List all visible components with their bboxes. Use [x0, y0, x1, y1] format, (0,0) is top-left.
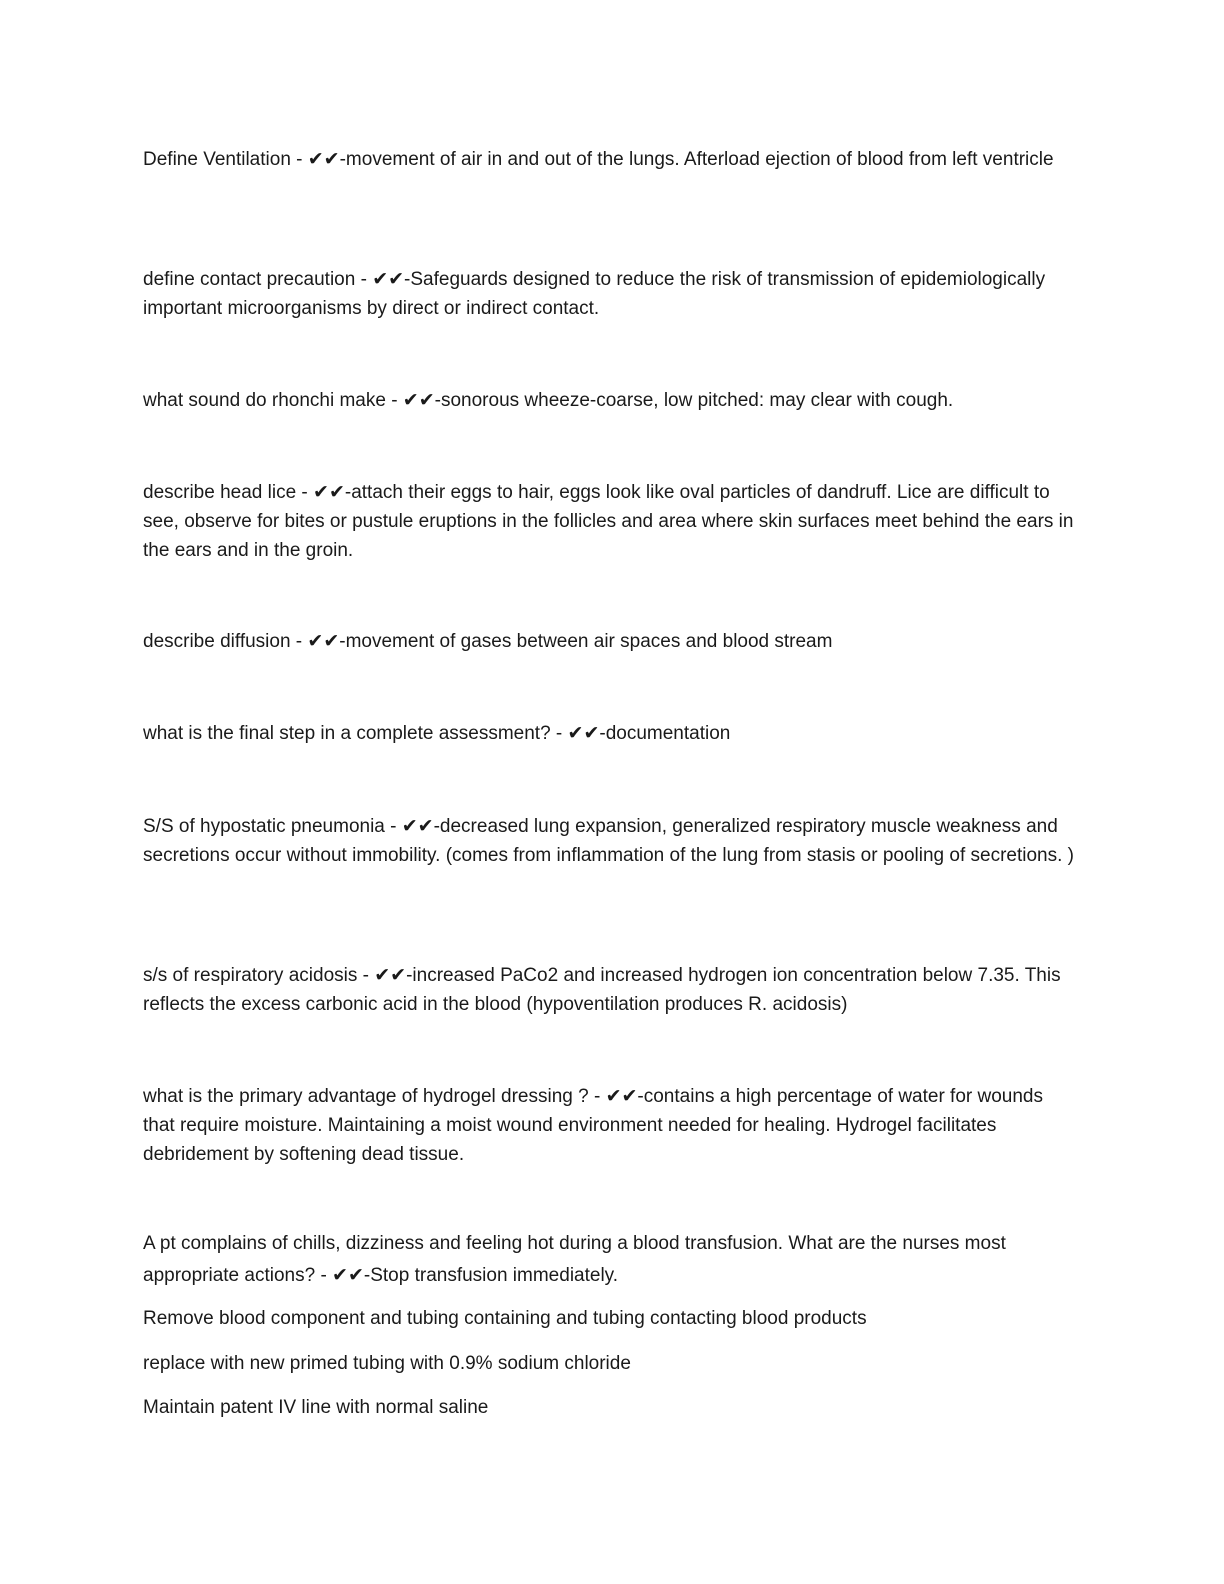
- qa-entry-hypostatic-pneumonia: S/S of hypostatic pneumonia - ✔✔-decreased lung expansion, generalized respiratory muscle weakness and secretions occur without immobility. (comes from inflammation of the lung from stasis or pooling of secretions. ): [143, 816, 1074, 866]
- transfusion-action-line: replace with new primed tubing with 0.9% sodium chloride: [143, 1353, 631, 1374]
- qa-entry-ventilation: Define Ventilation - ✔✔-movement of air in and out of the lungs. Afterload ejection of blood from left ventricle: [143, 149, 1054, 170]
- qa-entry-contact-precaution: define contact precaution - ✔✔-Safeguards designed to reduce the risk of transmission of epidemiologically important microorganisms by direct or indirect contact.: [143, 269, 1046, 319]
- qa-entry-rhonchi: what sound do rhonchi make - ✔✔-sonorous wheeze-coarse, low pitched: may clear with cough.: [143, 390, 954, 411]
- qa-entry-head-lice: describe head lice - ✔✔-attach their eggs to hair, eggs look like oval particles of dandruff. Lice are difficult to see, observe for bites or pustule eruptions in the follicles and area where skin surfaces meet behind the ears in the ears and in the groin.: [143, 482, 1074, 561]
- transfusion-action-line: Maintain patent IV line with normal saline: [143, 1397, 489, 1418]
- qa-entry-diffusion: describe diffusion - ✔✔-movement of gases between air spaces and blood stream: [143, 631, 833, 652]
- qa-entry-hydrogel-dressing: what is the primary advantage of hydrogel dressing ? - ✔✔-contains a high percentage of water for wounds that require moisture. Maintaining a moist wound environment needed for healing. Hydrogel facilitates debridement by softening dead tissue.: [143, 1086, 1043, 1165]
- qa-entry-blood-transfusion: A pt complains of chills, dizziness and feeling hot during a blood transfusion. What are the nurses most appropriate actions? - ✔✔-Stop transfusion immediately.: [143, 1233, 1006, 1286]
- transfusion-action-line: Remove blood component and tubing containing and tubing contacting blood products: [143, 1308, 867, 1329]
- qa-entry-respiratory-acidosis: s/s of respiratory acidosis - ✔✔-increased PaCo2 and increased hydrogen ion concentration below 7.35. This reflects the excess carbonic acid in the blood (hypoventilation produces R. acidosis): [143, 965, 1061, 1015]
- qa-entry-final-assessment-step: what is the final step in a complete assessment? - ✔✔-documentation: [143, 723, 731, 744]
